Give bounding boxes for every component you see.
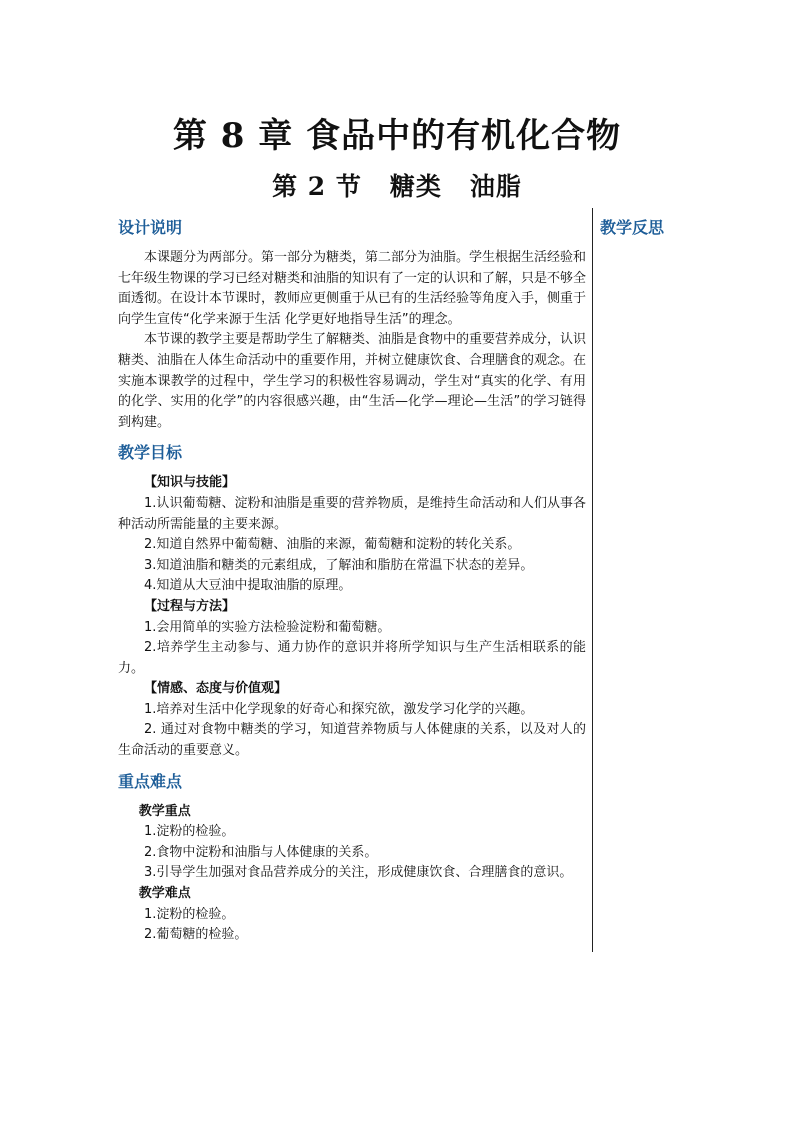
- chapter-title: 第 8 章 食品中的有机化合物: [172, 116, 622, 156]
- section-topic-oil: 油脂: [469, 172, 522, 201]
- list-item: 1.培养对生活中化学现象的好奇心和探究欲，激发学习化学的兴趣。: [144, 701, 534, 717]
- section-title: [0, 170, 794, 204]
- design-paragraph: 本节课的教学主要是帮助学生了解糖类、油脂是食物中的重要营养成分，认识糖类、油脂在人体生命活动中的重要作用，并树立健康饮食、合理膳食的观念。在实施本课教学的过程中，学生学习的积极性容易调动，学生对“真实的化学、有用的化学、实用的化学”的内容很感兴趣，由“生活—化学—理论—生活”的学习链得到构建。: [118, 332, 587, 430]
- list-item: 1.淀粉的检验。: [144, 906, 235, 922]
- focus-subheading: 教学重点: [138, 803, 191, 819]
- main-column: [118, 214, 586, 950]
- list-item: 2.葡萄糖的检验。: [144, 927, 248, 943]
- design-heading: 设计说明: [118, 218, 183, 237]
- list-item: 1.认识葡萄糖、淀粉和油脂是重要的营养物质，是维持生命活动和人们从事各种活动所需能量的主要来源。: [118, 495, 586, 532]
- column-divider: [592, 208, 593, 952]
- knowledge-subheading: 【知识与技能】: [144, 475, 236, 491]
- key-points-section: [118, 802, 586, 946]
- reflection-column: [600, 214, 700, 242]
- emotion-subheading: 【情感、态度与价值观】: [144, 681, 288, 697]
- list-item: 2. 通过对食物中糖类的学习，知道营养物质与人体健康的关系，以及对人的生命活动的重要意义。: [118, 722, 586, 759]
- list-item: 4.知道从大豆油中提取油脂的原理。: [144, 578, 352, 594]
- reflection-heading: 教学反思: [600, 218, 665, 237]
- list-item: 1.淀粉的检验。: [144, 824, 235, 840]
- list-item: 2.知道自然界中葡萄糖、油脂的来源，葡萄糖和淀粉的转化关系。: [144, 537, 521, 553]
- key-points-heading: 重点难点: [118, 771, 183, 791]
- design-paragraph: 本课题分为两部分。第一部分为糖类，第二部分为油脂。学生根据生活经验和七年级生物课的学习已经对糖类和油脂的知识有了一定的认识和了解，只是不够全面透彻。在设计本节课时，教师应更侧重于从已有的生活经验等角度入手，侧重于向学生宣传“化学来源于生活 化学更好地指导生活”的理念。: [118, 250, 587, 327]
- section-number: 第 2 节: [272, 172, 362, 201]
- difficulty-subheading: 教学难点: [138, 886, 191, 902]
- list-item: 2.食物中淀粉和油脂与人体健康的关系。: [144, 844, 378, 860]
- goals-heading: 教学目标: [118, 443, 183, 463]
- design-section: [118, 248, 586, 433]
- list-item: 2.培养学生主动参与、通力协作的意识并将所学知识与生产生活相联系的能力。: [118, 640, 586, 676]
- list-item: 3.知道油脂和糖类的元素组成，了解油和脂肪在常温下状态的差异。: [144, 557, 534, 573]
- list-item: 1.会用简单的实验方法检验淀粉和葡萄糖。: [144, 619, 391, 635]
- goals-section: [118, 473, 586, 761]
- section-topic-sugar: 糖类: [389, 172, 442, 201]
- list-item: 3.引导学生加强对食品营养成分的关注，形成健康饮食、合理膳食的意识。: [144, 865, 573, 881]
- process-subheading: 【过程与方法】: [144, 598, 236, 614]
